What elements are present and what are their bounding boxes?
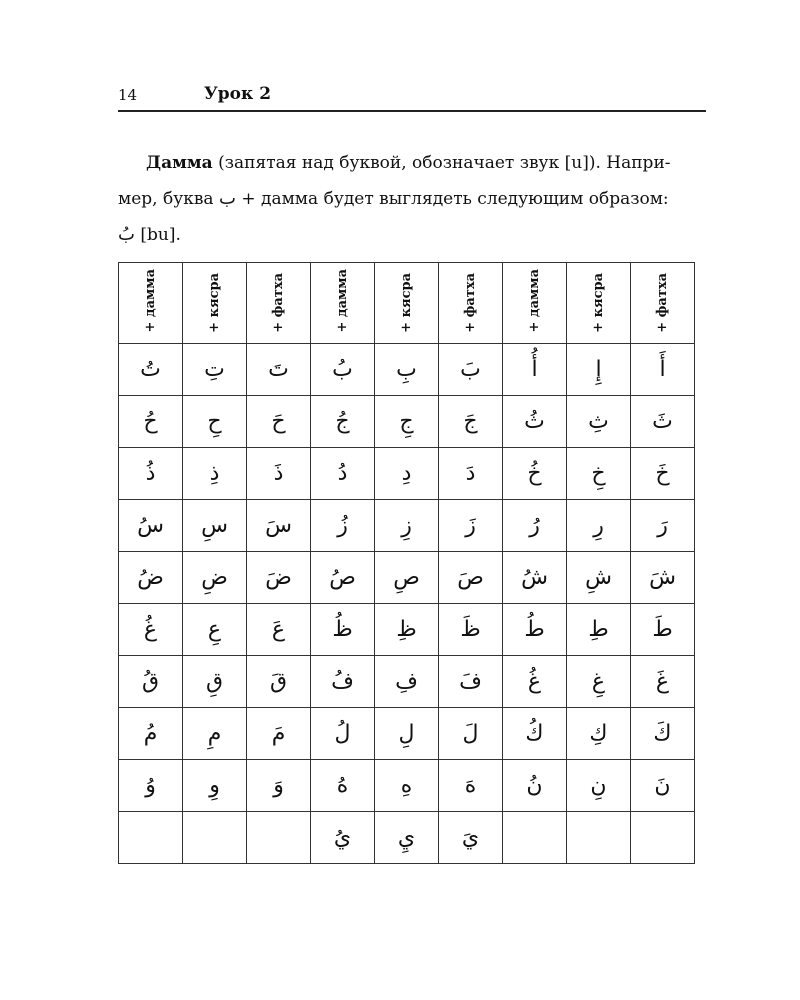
table-row xyxy=(119,760,695,812)
letter-cell: بِ xyxy=(375,344,439,396)
word: звук xyxy=(519,153,560,173)
letter-cell: هَ xyxy=(439,760,503,812)
letter-cell: كُ xyxy=(503,708,567,760)
vowel-table-wrapper xyxy=(118,262,695,864)
letter-cell: يَ xyxy=(439,812,503,864)
column-header xyxy=(631,263,695,344)
paragraph-line-1 xyxy=(118,146,706,181)
word: буквой, xyxy=(339,153,407,173)
letter-cell: خُ xyxy=(503,448,567,500)
vowel-table xyxy=(118,262,695,864)
column-header-label: + дамма xyxy=(335,269,350,333)
table-row xyxy=(119,344,695,396)
letter-cell xyxy=(119,812,183,864)
letter-cell: نِ xyxy=(567,760,631,812)
column-header xyxy=(183,263,247,344)
letter-cell: طُ xyxy=(503,604,567,656)
column-header xyxy=(375,263,439,344)
word: дамма xyxy=(260,189,319,209)
letter-cell: غَ xyxy=(631,656,695,708)
table-header-row xyxy=(119,263,695,344)
letter-cell: لُ xyxy=(311,708,375,760)
letter-cell: كَ xyxy=(631,708,695,760)
letter-cell: لَ xyxy=(439,708,503,760)
column-header xyxy=(567,263,631,344)
letter-cell: أَ xyxy=(631,344,695,396)
word: следующим xyxy=(477,189,584,209)
letter-cell: هُ xyxy=(311,760,375,812)
column-header xyxy=(439,263,503,344)
letter-cell: ذُ xyxy=(119,448,183,500)
letter-cell: ضَ xyxy=(247,552,311,604)
letter-cell: قِ xyxy=(183,656,247,708)
table-row xyxy=(119,552,695,604)
letter-cell: مُ xyxy=(119,708,183,760)
word: + xyxy=(241,189,256,209)
damma-paragraph xyxy=(118,146,706,253)
letter-cell: بَ xyxy=(439,344,503,396)
letter-cell: طِ xyxy=(567,604,631,656)
letter-cell xyxy=(567,812,631,864)
letter-cell: عِ xyxy=(183,604,247,656)
letter-cell: قُ xyxy=(119,656,183,708)
table-row xyxy=(119,708,695,760)
paragraph-line-3 xyxy=(118,217,706,253)
letter-cell: سَ xyxy=(247,500,311,552)
column-header xyxy=(311,263,375,344)
arabic-ba-damma: بُ xyxy=(118,224,135,245)
letter-cell: كِ xyxy=(567,708,631,760)
column-header-label: + кясра xyxy=(591,273,606,333)
letter-cell: مَ xyxy=(247,708,311,760)
letter-cell: فِ xyxy=(375,656,439,708)
letter-cell: وَ xyxy=(247,760,311,812)
letter-cell: جَ xyxy=(439,396,503,448)
letter-cell: حُ xyxy=(119,396,183,448)
word: образом: xyxy=(588,189,669,209)
word: Напри- xyxy=(606,153,671,173)
letter-cell: بُ xyxy=(311,344,375,396)
letter-cell: دَ xyxy=(439,448,503,500)
letter-cell: فُ xyxy=(311,656,375,708)
letter-cell: تِ xyxy=(183,344,247,396)
letter-cell: شُ xyxy=(503,552,567,604)
word: будет xyxy=(323,189,374,209)
word: выглядеть xyxy=(379,189,472,209)
letter-cell: ضِ xyxy=(183,552,247,604)
letter-cell: ذِ xyxy=(183,448,247,500)
letter-cell: صَ xyxy=(439,552,503,604)
column-header-label: + кясра xyxy=(207,273,222,333)
letter-cell: صِ xyxy=(375,552,439,604)
page-number: 14 xyxy=(118,86,138,104)
letter-cell: حَ xyxy=(247,396,311,448)
page-header xyxy=(118,84,706,112)
table-row xyxy=(119,500,695,552)
letter-cell: ظَ xyxy=(439,604,503,656)
letter-cell: ظِ xyxy=(375,604,439,656)
letter-cell: فَ xyxy=(439,656,503,708)
letter-cell: وُ xyxy=(119,760,183,812)
letter-cell: صُ xyxy=(311,552,375,604)
letter-cell: إِ xyxy=(567,344,631,396)
word: (запятая xyxy=(218,153,297,173)
column-header xyxy=(503,263,567,344)
letter-cell: يِ xyxy=(375,812,439,864)
table-row xyxy=(119,396,695,448)
letter-cell: ضُ xyxy=(119,552,183,604)
letter-cell: رُ xyxy=(503,500,567,552)
letter-cell: ثُ xyxy=(503,396,567,448)
letter-cell: ثِ xyxy=(567,396,631,448)
letter-cell: غُ xyxy=(503,656,567,708)
letter-cell: أُ xyxy=(503,344,567,396)
letter-cell: شَ xyxy=(631,552,695,604)
letter-cell xyxy=(183,812,247,864)
letter-cell: دُ xyxy=(311,448,375,500)
letter-cell: تُ xyxy=(119,344,183,396)
letter-cell: زِ xyxy=(375,500,439,552)
letter-cell: زَ xyxy=(439,500,503,552)
letter-cell: طَ xyxy=(631,604,695,656)
letter-cell: هِ xyxy=(375,760,439,812)
column-header-label: + фатха xyxy=(463,273,478,333)
table-row xyxy=(119,604,695,656)
letter-cell: دِ xyxy=(375,448,439,500)
table-body xyxy=(119,344,695,864)
letter-cell: تَ xyxy=(247,344,311,396)
letter-cell: شِ xyxy=(567,552,631,604)
table-row xyxy=(119,448,695,500)
column-header-label: + дамма xyxy=(527,269,542,333)
word: [u]). xyxy=(564,153,601,173)
column-header-label: + фатха xyxy=(271,273,286,333)
letter-cell: جِ xyxy=(375,396,439,448)
letter-cell: ذَ xyxy=(247,448,311,500)
word: буква xyxy=(162,189,214,209)
paragraph-line-2 xyxy=(118,181,706,217)
word: мер, xyxy=(118,189,158,209)
table-row xyxy=(119,812,695,864)
column-header-label: + фатха xyxy=(655,273,670,333)
letter-cell xyxy=(503,812,567,864)
letter-cell: خِ xyxy=(567,448,631,500)
letter-cell: عَ xyxy=(247,604,311,656)
letter-cell: ثَ xyxy=(631,396,695,448)
letter-cell: حِ xyxy=(183,396,247,448)
letter-cell: نُ xyxy=(503,760,567,812)
letter-cell: رِ xyxy=(567,500,631,552)
letter-cell: سُ xyxy=(119,500,183,552)
letter-cell: جُ xyxy=(311,396,375,448)
letter-cell: غِ xyxy=(567,656,631,708)
transliteration: [bu]. xyxy=(140,225,181,245)
column-header-label: + дамма xyxy=(143,269,158,333)
letter-cell: نَ xyxy=(631,760,695,812)
letter-cell xyxy=(247,812,311,864)
letter-cell: خَ xyxy=(631,448,695,500)
column-header-label: + кясра xyxy=(399,273,414,333)
letter-cell: يُ xyxy=(311,812,375,864)
column-header xyxy=(247,263,311,344)
table-row xyxy=(119,656,695,708)
column-header xyxy=(119,263,183,344)
letter-cell xyxy=(631,812,695,864)
letter-cell: زُ xyxy=(311,500,375,552)
letter-cell: سِ xyxy=(183,500,247,552)
lesson-title: Урок 2 xyxy=(204,84,272,104)
letter-cell: رَ xyxy=(631,500,695,552)
arabic-letter-ba: ب xyxy=(218,188,236,209)
letter-cell: لِ xyxy=(375,708,439,760)
letter-cell: قَ xyxy=(247,656,311,708)
word: обозначает xyxy=(412,153,515,173)
letter-cell: وِ xyxy=(183,760,247,812)
word: над xyxy=(301,153,334,173)
letter-cell: مِ xyxy=(183,708,247,760)
term-damma: Дамма xyxy=(146,153,213,173)
letter-cell: ظُ xyxy=(311,604,375,656)
letter-cell: غُ xyxy=(119,604,183,656)
